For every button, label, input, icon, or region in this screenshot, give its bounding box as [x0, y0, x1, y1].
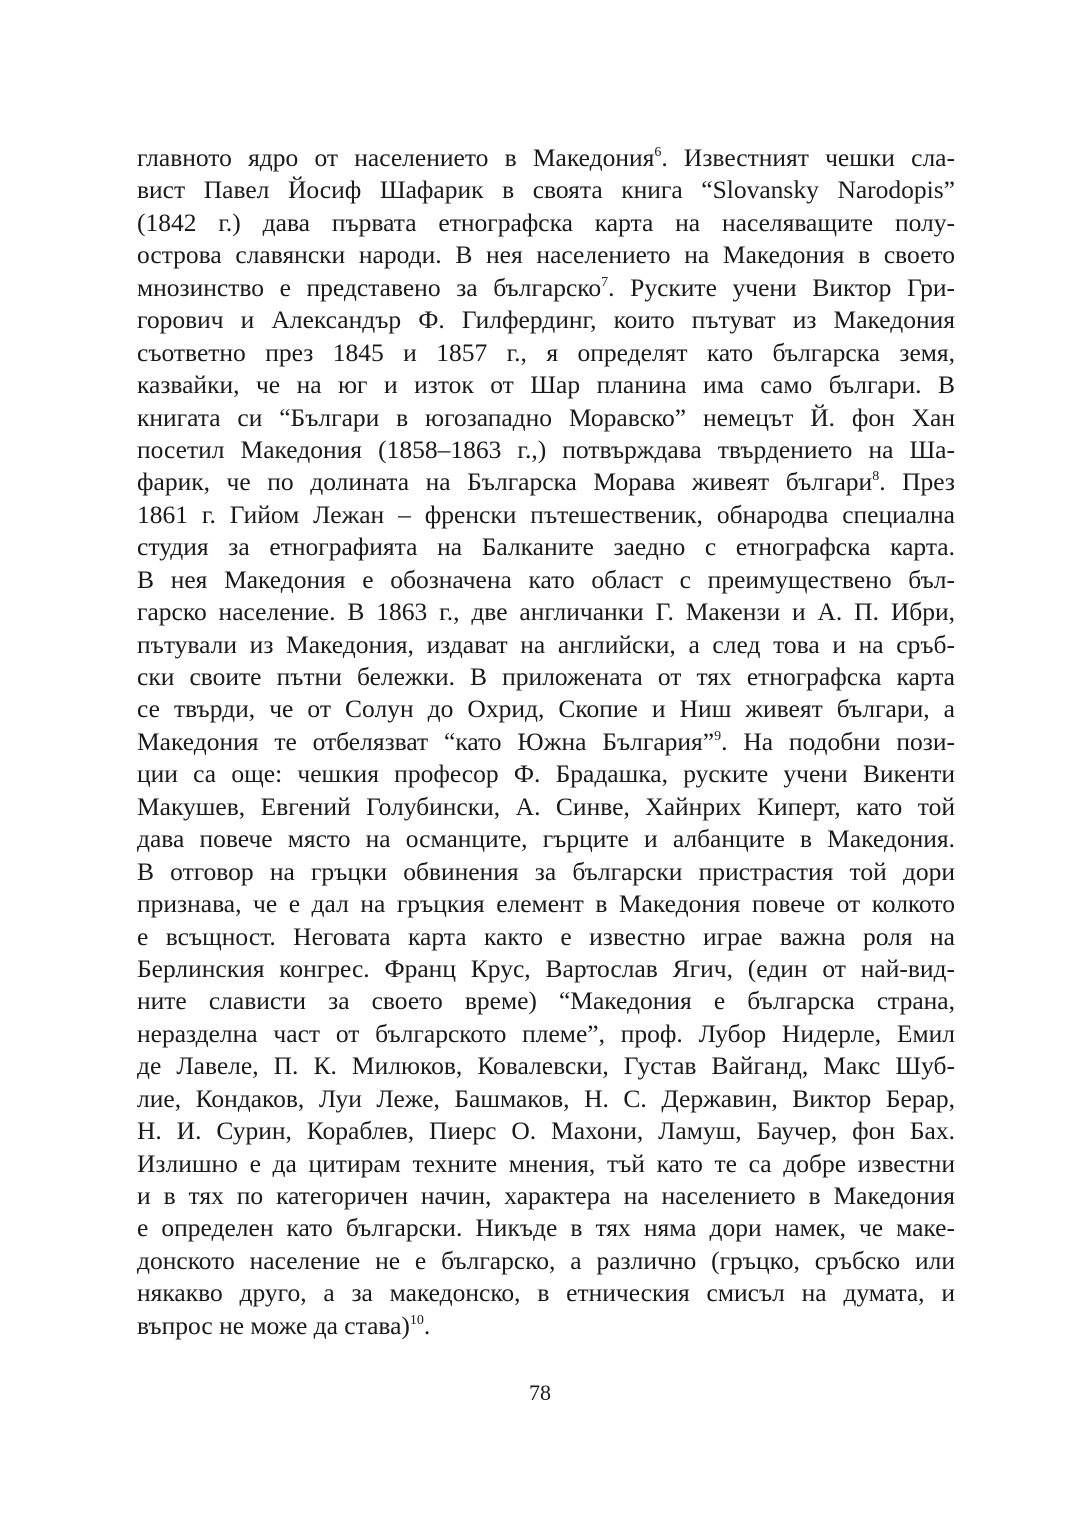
text-line	[137, 596, 955, 628]
text-run: 1861 г. Гийом Лежан – френски пътешественик, обнародва специална	[137, 499, 955, 529]
text-run: признава, че е дал на гръцкия елемент в Македония повече от колкото	[137, 889, 955, 919]
text-line	[137, 1245, 955, 1277]
text-run: (1842 г.) дава първата етнографска карта на населяващите полу-	[137, 207, 955, 237]
page-number: 78	[529, 1380, 551, 1405]
text-run: посетил Македония (1858–1863 г.,) потвърждава твърдението на Ша-	[137, 434, 955, 464]
text-run: лие, Кондаков, Луи Леже, Башмаков, Н. С. Державин, Виктор Берар,	[137, 1083, 955, 1113]
text-line	[137, 434, 955, 466]
text-line	[137, 531, 955, 563]
text-line	[137, 856, 955, 888]
text-line	[137, 791, 955, 823]
text-line	[137, 985, 955, 1017]
text-run: е всъщност. Неговата карта както е известно играе важна роля на	[137, 921, 955, 951]
text-run: студия за етнографията на Балканите заедно с етнографска карта.	[137, 532, 955, 562]
footnote-marker: 8	[872, 469, 880, 485]
text-run: се твърди, че от Солун до Охрид, Скопие и Ниш живеят българи, а	[137, 694, 955, 724]
text-line	[137, 726, 955, 758]
text-run: казвайки, че на юг и изток от Шар планина има само българи. В	[137, 370, 955, 400]
text-run: . Руските учени Виктор Гри-	[608, 272, 955, 302]
footnote-marker: 7	[601, 274, 609, 290]
text-line	[137, 1148, 955, 1180]
text-line	[137, 693, 955, 725]
text-line	[137, 369, 955, 401]
text-run: е определен като български. Никъде в тях няма дори намек, че маке-	[137, 1213, 955, 1243]
footnote-marker: 9	[714, 728, 722, 744]
text-run: книгата си “Българи в югозападно Моравско” немецът Й. фон Хан	[137, 402, 955, 432]
text-line	[137, 661, 955, 693]
text-run: В нея Македония е обозначена като област с преимуществено бъл-	[137, 564, 955, 594]
text-run: . На подобни пози-	[721, 726, 955, 756]
text-line	[137, 1018, 955, 1050]
footnote-marker: 6	[654, 145, 662, 160]
text-line	[137, 1050, 955, 1082]
text-run: дава повече място на османците, гърците и албанците в Македония.	[137, 824, 955, 854]
text-line	[137, 466, 955, 498]
text-line	[137, 629, 955, 661]
text-line	[137, 1083, 955, 1115]
text-run: горович и Александър Ф. Гилфердинг, които пътуват из Македония	[137, 305, 955, 335]
text-run: донското население не е българско, а различно (гръцко, сръбско или	[137, 1245, 955, 1275]
text-run: . Известният чешки сла-	[661, 143, 955, 172]
text-run: ните слависти за своето време) “Македония е българска страна,	[137, 986, 955, 1016]
footnote-marker: 10	[409, 1312, 424, 1328]
text-line	[137, 239, 955, 271]
text-run: Макушев, Евгений Голубински, А. Синве, Хайнрих Киперт, като той	[137, 791, 955, 821]
text-line	[137, 1310, 955, 1342]
text-run: пътували из Македония, издават на английски, а след това и на сръб-	[137, 629, 955, 659]
text-run: гарско население. В 1863 г., две англичанки Г. Макензи и А. П. Ибри,	[137, 597, 955, 627]
text-run: ции са още: чешкия професор Ф. Брадашка, руските учени Викенти	[137, 759, 955, 789]
text-line	[137, 402, 955, 434]
text-run: . През	[879, 467, 955, 497]
text-run: ски своите пътни бележки. В приложената от тях етнографска карта	[137, 662, 955, 691]
text-line	[137, 142, 955, 174]
text-line	[137, 564, 955, 596]
text-run: Берлинския конгрес. Франц Крус, Вартослав Ягич, (един от най-вид-	[137, 953, 955, 983]
text-run: въпрос не може да става)	[137, 1310, 410, 1340]
text-run: В отговор на гръцки обвинения за български пристрастия той дори	[137, 856, 955, 886]
text-run: съответно през 1845 и 1857 г., я определят като българска земя,	[137, 337, 955, 367]
text-run: Н. И. Сурин, Кораблев, Пиерс О. Махони, Ламуш, Баучер, фон Бах.	[137, 1116, 955, 1146]
text-line	[137, 823, 955, 855]
text-line	[137, 953, 955, 985]
text-line	[137, 304, 955, 336]
text-line	[137, 499, 955, 531]
text-run: Излишно е да цитирам техните мнения, тъй като те са добре известни	[137, 1148, 955, 1178]
text-line	[137, 207, 955, 239]
text-line	[137, 888, 955, 920]
text-run: главното ядро от населението в Македония	[137, 143, 655, 172]
text-line	[137, 1115, 955, 1147]
text-run: и в тях по категоричен начин, характера на населението в Македония	[137, 1181, 955, 1210]
text-run: фарик, че по долината на Българска Морава живеят българи	[137, 467, 873, 497]
text-run: мнозинство е представено за българско	[137, 272, 602, 302]
text-run: някакво друго, а за македонско, в етническия смисъл на думата, и	[137, 1278, 955, 1308]
text-run: острова славянски народи. В нея населението на Македония в своето	[137, 240, 955, 270]
text-line	[137, 758, 955, 790]
text-line	[137, 1212, 955, 1244]
text-run: неразделна част от българското племе”, проф. Лубор Нидерле, Емил	[137, 1018, 955, 1048]
text-line	[137, 921, 955, 953]
text-line	[137, 272, 955, 304]
text-line	[137, 337, 955, 369]
text-run: де Лавеле, П. К. Милюков, Ковалевски, Густав Вайганд, Макс Шуб-	[137, 1051, 955, 1081]
text-run: Македония те отбелязват “като Южна България”	[137, 726, 715, 756]
text-line	[137, 174, 955, 206]
body-text	[137, 142, 955, 1342]
text-run: вист Павел Йосиф Шафарик в своята книга “Slovansky Narodopis”	[137, 175, 955, 205]
text-line	[137, 1277, 955, 1309]
text-run: .	[423, 1310, 431, 1340]
text-line	[137, 1180, 955, 1212]
